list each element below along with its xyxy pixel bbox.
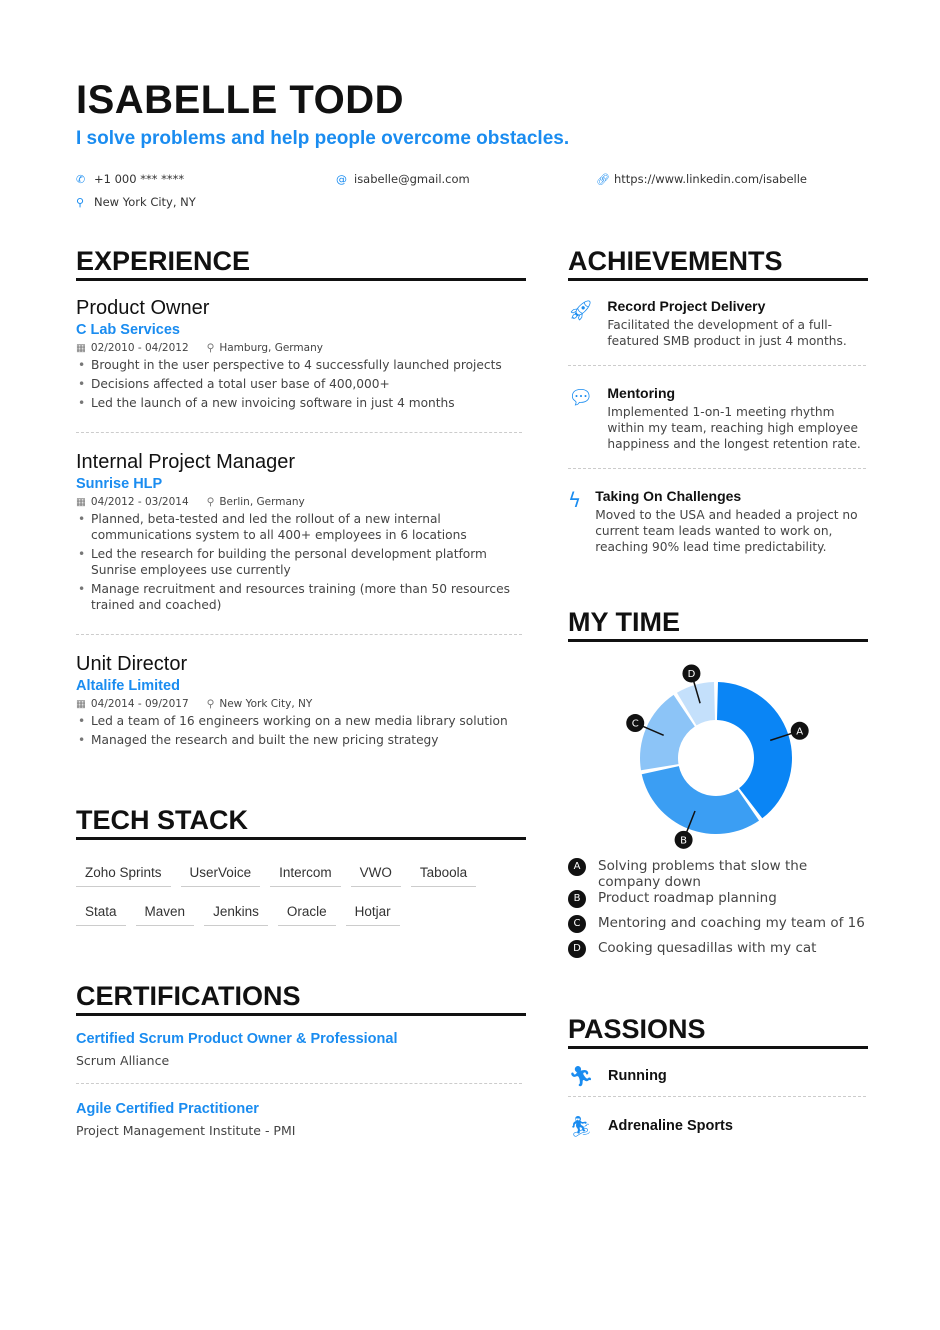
job-entry	[76, 653, 526, 751]
job-location: ⚲ Berlin, Germany	[206, 496, 305, 508]
legend-item: D Cooking quesadillas with my cat	[568, 940, 868, 958]
location: ⚲ New York City, NY	[76, 195, 196, 209]
job-title: Internal Project Manager	[76, 451, 296, 473]
email[interactable]: @ isabelle@gmail.com	[336, 172, 470, 186]
linkedin-link[interactable]: 🔗︎ https://www.linkedin.com/isabelle	[596, 172, 807, 186]
legend-marker: A	[568, 858, 586, 876]
company: Sunrise HLP	[76, 476, 163, 492]
map-pin-icon: ⚲	[206, 698, 215, 710]
candidate-name: ISABELLE TODD	[76, 78, 405, 122]
map-pin-icon: ⚲	[76, 195, 85, 209]
job-title: Unit Director	[76, 653, 188, 675]
passions-heading: PASSIONS	[568, 1012, 868, 1049]
divider	[568, 365, 866, 366]
tech-tag: Oracle	[278, 899, 336, 926]
legend-marker: D	[568, 940, 586, 958]
bullet: • Manage recruitment and resources training (more than 50 resources trained and coached)	[76, 581, 526, 613]
running-icon: 🏃︎	[568, 1064, 594, 1088]
bullet: • Decisions affected a total user base of 400,000+	[76, 376, 526, 392]
achievement: 🚀︎ Record Project Delivery Facilitated the development of a full-featured SMB product in just 4 months.	[568, 298, 847, 348]
achievement: ϟ Taking On Challenges Moved to the USA and headed a project no current team leads wanted to work on, reaching 90% lead time predictability.	[568, 488, 858, 554]
company: Altalife Limited	[76, 678, 180, 694]
job-title: Product Owner	[76, 297, 210, 319]
legend-marker: B	[568, 890, 586, 908]
divider	[568, 468, 866, 469]
passion-item: 🏂︎ Adrenaline Sports	[568, 1114, 733, 1138]
tech-tag: Intercom	[270, 860, 341, 887]
tech-stack-heading: TECH STACK	[76, 803, 526, 840]
bullet: • Planned, beta-tested and led the rollout of a new internal communications system to all 400+ employees in 6 locations	[76, 511, 526, 543]
dates: ▦ 02/2010 - 04/2012	[76, 342, 189, 354]
divider	[76, 634, 522, 635]
company: C Lab Services	[76, 322, 180, 338]
lightning-icon: ϟ	[568, 488, 582, 512]
calendar-icon: ▦	[76, 698, 86, 710]
bullet: • Led the launch of a new invoicing software in just 4 months	[76, 395, 526, 411]
achievements-heading: ACHIEVEMENTS	[568, 244, 868, 281]
job-location: ⚲ Hamburg, Germany	[206, 342, 323, 354]
certification: Certified Scrum Product Owner & Professional Scrum Alliance	[76, 1031, 398, 1068]
tech-tag: Zoho Sprints	[76, 860, 171, 887]
snowboard-icon: 🏂︎	[568, 1114, 594, 1138]
divider	[76, 432, 522, 433]
legend-item: A Solving problems that slow the company down	[568, 858, 868, 890]
rocket-icon: 🚀︎	[568, 298, 594, 322]
job-location: ⚲ New York City, NY	[206, 698, 313, 710]
slice-label: D	[687, 668, 696, 680]
map-pin-icon: ⚲	[206, 496, 215, 508]
bullet: • Led a team of 16 engineers working on a new media library solution	[76, 713, 526, 729]
tech-tag: Hotjar	[346, 899, 400, 926]
certifications-heading: CERTIFICATIONS	[76, 979, 526, 1016]
bullet: • Managed the research and built the new pricing strategy	[76, 732, 526, 748]
calendar-icon: ▦	[76, 496, 86, 508]
tech-tag: UserVoice	[181, 860, 261, 887]
legend-marker: C	[568, 915, 586, 933]
tech-tag: Maven	[136, 899, 195, 926]
tech-tag: Jenkins	[204, 899, 268, 926]
divider	[568, 1096, 866, 1097]
map-pin-icon: ⚲	[206, 342, 215, 354]
divider	[76, 1083, 522, 1084]
achievement: 💬︎ Mentoring Implemented 1-on-1 meeting rhythm within my team, reaching high employee happiness and the longest retention rate.	[568, 385, 861, 451]
tech-tag: VWO	[351, 860, 401, 887]
dates: ▦ 04/2012 - 03/2014	[76, 496, 189, 508]
passion-item: 🏃︎ Running	[568, 1064, 667, 1088]
legend-item: C Mentoring and coaching my team of 16	[568, 915, 868, 933]
phone-icon: ✆	[76, 172, 86, 186]
phone: ✆ +1 000 *** ****	[76, 172, 185, 186]
tech-tag: Taboola	[411, 860, 476, 887]
legend-item: B Product roadmap planning	[568, 890, 868, 908]
tech-tag: Stata	[76, 899, 126, 926]
my-time-heading: MY TIME	[568, 605, 868, 642]
slice-label: B	[680, 835, 688, 847]
certification: Agile Certified Practitioner Project Management Institute - PMI	[76, 1101, 296, 1138]
calendar-icon: ▦	[76, 342, 86, 354]
bullet: • Led the research for building the personal development platform Sunrise employees use currently	[76, 546, 526, 578]
slice-label: A	[796, 726, 804, 738]
tagline: I solve problems and help people overcome obstacles.	[76, 128, 570, 149]
experience-heading: EXPERIENCE	[76, 244, 526, 281]
slice-label: C	[631, 718, 639, 730]
dates: ▦ 04/2014 - 09/2017	[76, 698, 189, 710]
slice-B	[642, 766, 759, 834]
job-entry	[76, 451, 526, 616]
link-icon: 🔗︎	[596, 172, 610, 186]
at-icon: @	[336, 172, 347, 186]
bullet: • Brought in the user perspective to 4 successfully launched projects	[76, 357, 526, 373]
job-entry	[76, 297, 526, 414]
tech-stack-list	[76, 860, 526, 926]
speech-bubble-icon: 💬︎	[568, 385, 594, 409]
time-donut-chart	[568, 655, 868, 855]
